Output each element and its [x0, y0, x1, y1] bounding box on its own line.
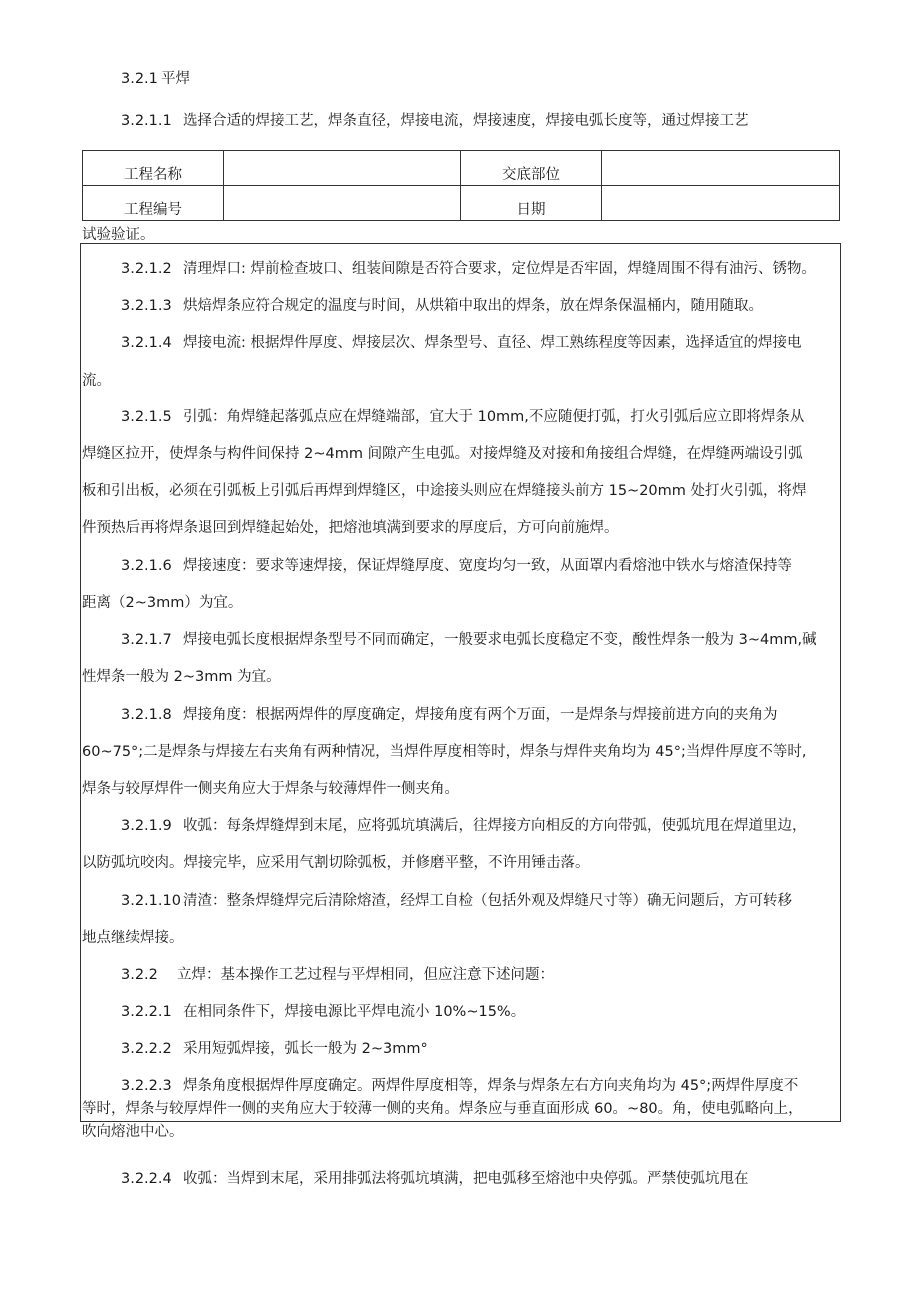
paragraph-3-2-2-1: [121, 1002, 525, 1022]
paragraph-continuation: 60~75°;二是焊条与焊接左右夹角有两种情况，当焊件厚度相等时，焊条与焊件夹角均为 45°;当焊件厚度不等时,: [82, 744, 807, 760]
paragraph-continuation: 性焊条一般为 2~3mm 为宜。: [82, 669, 281, 685]
paragraph-continuation: 件预热后再将焊条退回到焊缝起始处，把熔池填满到要求的厚度后，方可向前施焊。: [82, 520, 619, 536]
project-name-value-cell: [224, 151, 461, 186]
clause-number: 3.2.2: [121, 967, 158, 983]
table-row: [83, 186, 840, 221]
clause-number: 3.2.1.4: [121, 335, 172, 351]
clause-number: 3.2.1.3: [121, 298, 172, 314]
clause-number: 3.2.2.4: [121, 1171, 172, 1187]
paragraph-3-2-1-8: [121, 705, 778, 725]
paragraph-continuation: 吹向熔池中心。: [82, 1124, 184, 1140]
paragraph-3-2-2-4: [121, 1169, 749, 1189]
paragraph-continuation: 焊条与较厚焊件一侧夹角应大于焊条与较薄焊件一侧夹角。: [82, 781, 459, 797]
clause-text: 采用短弧焊接，弧长一般为 2~3mm°: [183, 1041, 428, 1057]
clause-number: 3.2.1.1: [121, 113, 172, 129]
clause-number: 3.2.1.5: [121, 409, 172, 425]
clause-text: 选择合适的焊接工艺，焊条直径，焊接电流，焊接速度，焊接电弧长度等，通过焊接工艺: [183, 113, 749, 129]
paragraph-3-2-1-10: [121, 891, 792, 911]
handover-part-label-cell: 交底部位: [461, 151, 602, 186]
paragraph-3-2-2-2: [121, 1039, 428, 1059]
clause-number: 3.2.1.2: [121, 261, 172, 277]
clause-number: 3.2.1.8: [121, 707, 172, 723]
clause-text: 清理焊口: 焊前检查坡口、组装间隙是否符合要求，定位焊是否牢固，焊缝周围不得有油污、锈物。: [183, 261, 816, 277]
section-title: 平焊: [161, 71, 190, 87]
paragraph-continuation: 流。: [82, 373, 111, 389]
section-heading: [121, 69, 190, 89]
paragraph-3-2-1-6: [121, 556, 792, 576]
paragraph-3-2-1-2: [121, 259, 816, 279]
clause-number: 3.2.1.7: [121, 632, 172, 648]
clause-text: 收弧：每条焊缝焊到末尾，应将弧坑填满后，往焊接方向相反的方向带弧，使弧坑甩在焊道里边，: [183, 818, 807, 834]
project-no-value-cell: [224, 186, 461, 221]
clause-text: 焊接角度：根据两焊件的厚度确定，焊接角度有两个万面，一是焊条与焊接前进方向的夹角为: [183, 707, 778, 723]
clause-text: 焊接电弧长度根据焊条型号不同而确定，一般要求电弧长度稳定不变，酸性焊条一般为 3~4mm,碱: [183, 632, 817, 648]
paragraph-3-2-1-3: [121, 296, 763, 316]
intro-continuation: 试验验证。: [82, 227, 155, 243]
clause-text: 引弧：角焊缝起落弧点应在焊缝端部，宜大于 10mm,不应随便打弧，打火引弧后应立即将焊条从: [183, 409, 805, 425]
clause-text: 烘焙焊条应符合规定的温度与时间，从烘箱中取出的焊条，放在焊条保温桶内，随用随取。: [183, 298, 763, 314]
date-label-cell: 日期: [461, 186, 602, 221]
project-name-label-cell: 工程名称: [83, 151, 224, 186]
paragraph-continuation: 等时，焊条与较厚焊件一侧的夹角应大于较薄一侧的夹角。焊条应与垂直面形成 60。~80。角，使电弧略向上，: [82, 1101, 803, 1117]
clause-text: 立焊：基本操作工艺过程与平焊相同，但应注意下述问题：: [177, 967, 554, 983]
paragraph-3-2-2-3: [121, 1076, 798, 1096]
project-no-label-cell: 工程编号: [83, 186, 224, 221]
clause-number: 3.2.2.3: [121, 1078, 172, 1094]
paragraph-3-2-1-9: [121, 816, 807, 836]
paragraph-continuation: 板和引出板，必须在引弧板上引弧后再焊到焊缝区，中途接头则应在焊缝接头前方 15~20mm 处打火引弧，将焊: [82, 483, 807, 499]
date-value-cell: [602, 186, 840, 221]
project-info-table: [82, 150, 840, 221]
paragraph-3-2-1-7: [121, 630, 817, 650]
paragraph-3-2-1-4: [121, 333, 802, 353]
clause-text: 焊接速度：要求等速焊接，保证焊缝厚度、宽度均匀一致，从面罩内看熔池中铁水与熔渣保持等: [183, 558, 792, 574]
clause-number: 3.2.1.9: [121, 818, 172, 834]
clause-number: 3.2.2.2: [121, 1041, 172, 1057]
clause-number: 3.2.1.6: [121, 558, 172, 574]
clause-text: 在相同条件下，焊接电源比平焊电流小 10%~15%。: [183, 1004, 526, 1020]
clause-text: 焊接电流: 根据焊件厚度、焊接层次、焊条型号、直径、焊工熟练程度等因素，选择适宜的焊接电: [183, 335, 802, 351]
clause-text: 清渣：整条焊缝焊完后清除熔渣，经焊工自检（包括外观及焊缝尺寸等）确无问题后，方可转移: [183, 893, 792, 909]
paragraph-3-2-1-5: [121, 407, 804, 427]
paragraph-3-2-2: [121, 965, 554, 985]
clause-text: 焊条角度根据焊件厚度确定。两焊件厚度相等，焊条与焊条左右方向夹角均为 45°;两焊件厚度不: [183, 1078, 799, 1094]
section-number: 3.2.1: [121, 71, 158, 87]
handover-part-value-cell: [602, 151, 840, 186]
paragraph-continuation: 以防弧坑咬肉。焊接完毕，应采用气割切除弧板，并修磨平整，不许用锤击落。: [82, 855, 590, 871]
clause-number: 3.2.2.1: [121, 1004, 172, 1020]
paragraph-continuation: 焊缝区拉开，使焊条与构件间保持 2~4mm 间隙产生电弧。对接焊缝及对接和角接组合焊缝，在焊缝两端设引弧: [82, 446, 803, 462]
clause-number: 3.2.1.10: [121, 893, 181, 909]
paragraph-3-2-1-1: [121, 111, 749, 131]
table-row: [83, 151, 840, 186]
paragraph-continuation: 距离（2~3mm）为宜。: [82, 595, 243, 611]
clause-text: 收弧：当焊到末尾，采用排弧法将弧坑填满，把电弧移至熔池中央停弧。严禁使弧坑甩在: [183, 1171, 749, 1187]
paragraph-continuation: 地点继续焊接。: [82, 930, 184, 946]
